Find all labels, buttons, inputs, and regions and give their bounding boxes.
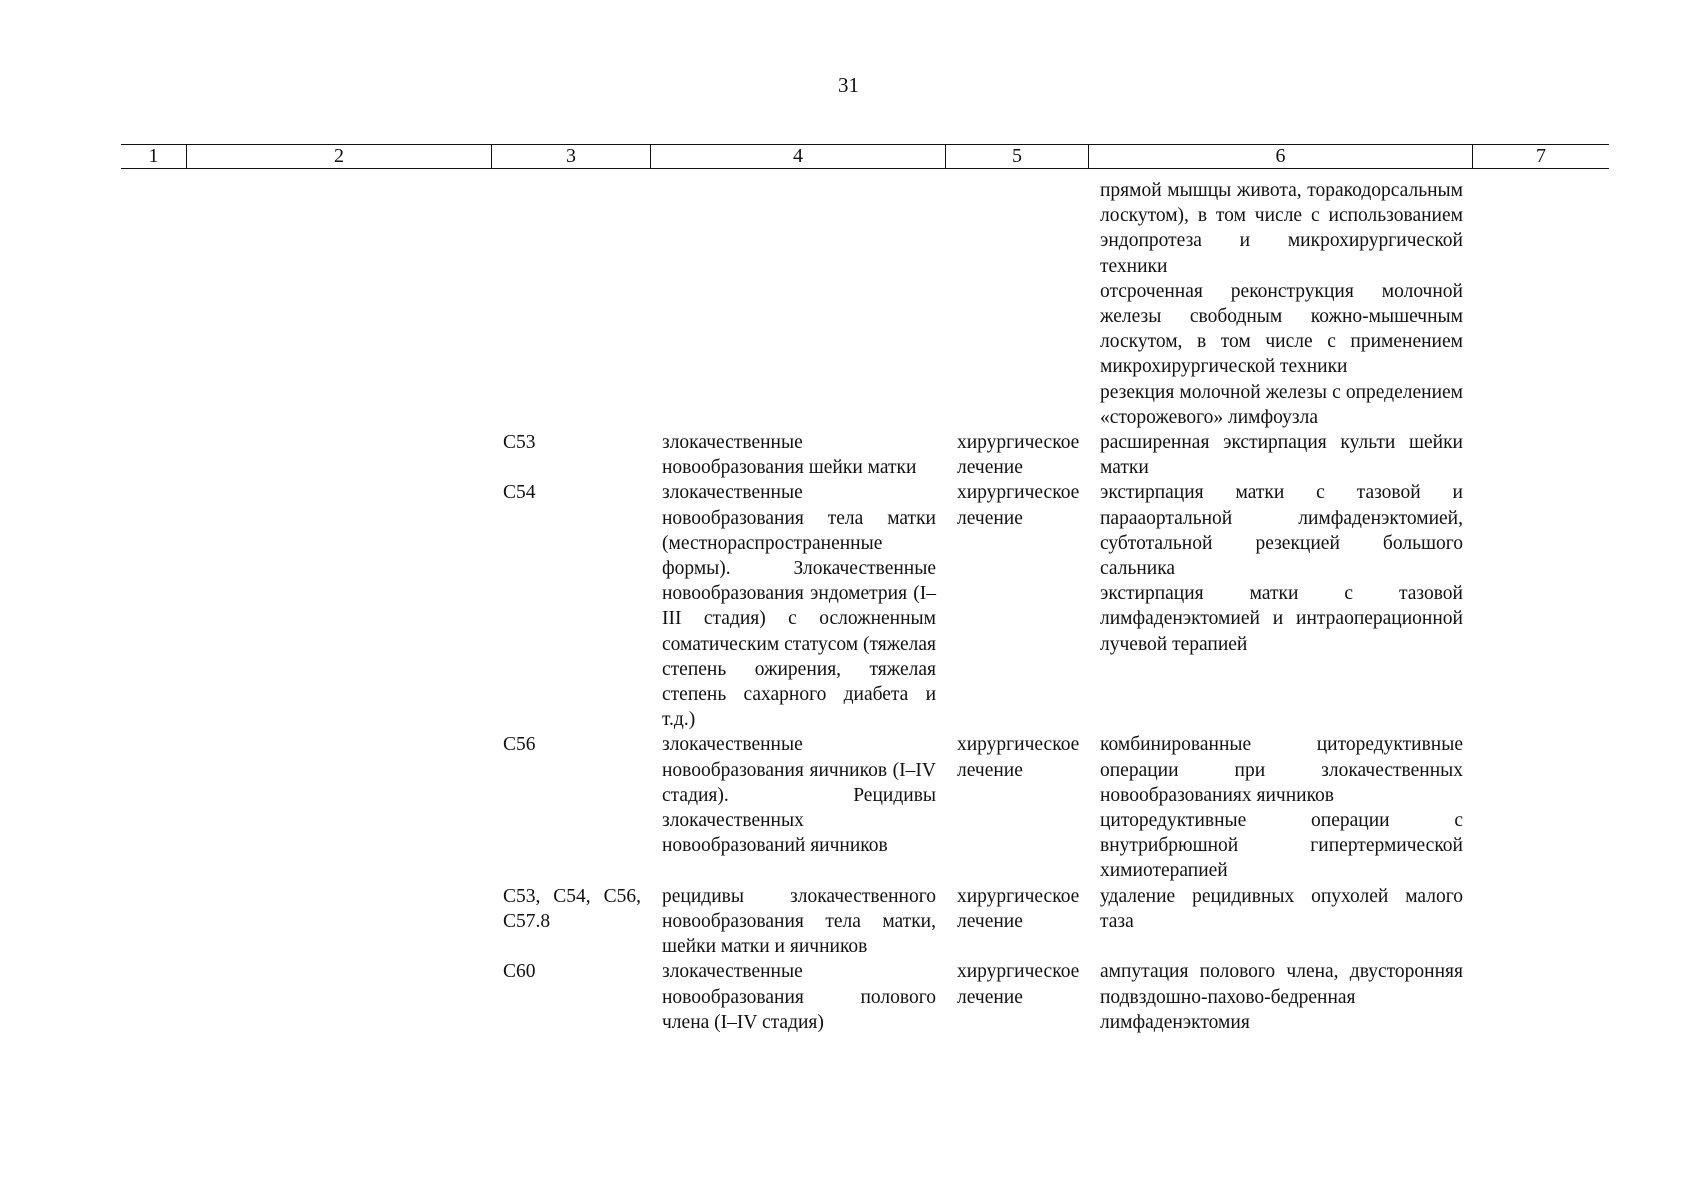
cell-treatment: хирургическое лечение <box>957 885 1080 932</box>
table-header-row <box>121 144 1609 169</box>
page-number: 31 <box>838 73 859 97</box>
cell-procedure-name <box>187 178 492 430</box>
method-item: экстирпация матки с тазовой и парааортальной лимфаденэктомией, субтотальной резекцией большого сальника <box>1100 482 1463 580</box>
table-row <box>121 178 1609 430</box>
table-row <box>121 732 1609 883</box>
cell-diagnosis: злокачественные новообразования шейки матки <box>662 432 917 479</box>
cell-icd-code: C53, C54, C56, C57.8 <box>503 885 641 932</box>
column-header-4: 4 <box>651 145 946 168</box>
cell-cost <box>1473 884 1609 960</box>
column-header-7: 7 <box>1536 145 1546 167</box>
method-item: ампутация полового члена, двусторонняя подвздошно-пахово-бедренная лимфаденэктомия <box>1100 961 1463 1033</box>
cell-diagnosis: рецидивы злокачественного новообразования тела матки, шейки матки и яичников <box>662 885 936 958</box>
cell-diagnosis <box>651 178 946 430</box>
cell-cost <box>1473 959 1609 1035</box>
cell-icd-code: C56 <box>503 734 536 756</box>
method-item: расширенная экстирпация культи шейки матки <box>1100 432 1463 479</box>
cell-procedure-name <box>187 884 492 960</box>
cell-methods <box>1089 732 1473 883</box>
method-item: удаление рецидивных опухолей малого таза <box>1100 885 1463 932</box>
cell-number <box>121 430 187 480</box>
column-header-5: 5 <box>946 145 1089 168</box>
cell-number <box>121 884 187 960</box>
cell-diagnosis: злокачественные новообразования тела матки (местнораспространенные формы). Злокачественные новообразования эндометрия (I–III стадия) с осложненным соматическим статусом (тяжелая степень ожирения, тяжелая степень сахарного диабета и т.д.) <box>662 482 936 731</box>
column-header-2: 2 <box>187 145 492 168</box>
cell-methods <box>1089 959 1473 1035</box>
cell-diagnosis: злокачественные новообразования яичников (I–IV стадия). Рецидивы злокачественных новообразований яичников <box>662 734 936 857</box>
cell-number <box>121 178 187 430</box>
cell-icd-code: C53 <box>503 432 536 454</box>
cell-treatment: хирургическое лечение <box>957 961 1080 1008</box>
cell-icd-code <box>492 178 651 430</box>
cell-number <box>121 732 187 883</box>
cell-procedure-name <box>187 959 492 1035</box>
cell-methods <box>1089 430 1473 480</box>
cell-methods <box>1089 884 1473 960</box>
cell-cost <box>1473 480 1609 732</box>
table-row <box>121 430 1609 480</box>
cell-diagnosis: злокачественные новообразования полового члена (I–IV стадия) <box>662 961 936 1033</box>
cell-cost <box>1473 430 1609 480</box>
column-header-6: 6 <box>1089 145 1473 168</box>
method-item: отсроченная реконструкция молочной железы свободным кожно-мышечным лоскутом, в том числе с применением микрохирургической техники <box>1100 280 1463 378</box>
method-item: комбинированные циторедуктивные операции при злокачественных новообразованиях яичников <box>1100 734 1463 806</box>
cell-procedure-name <box>187 732 492 883</box>
cell-cost <box>1473 178 1609 430</box>
table-body <box>121 178 1609 1035</box>
cell-procedure-name <box>187 430 492 480</box>
cell-icd-code: C60 <box>503 961 536 983</box>
table-row <box>121 480 1609 732</box>
cell-procedure-name <box>187 480 492 732</box>
cell-treatment: хирургическое лечение <box>957 482 1080 529</box>
table-row <box>121 959 1609 1035</box>
method-item: циторедуктивные операции с внутрибрюшной гипертермической химиотерапией <box>1100 810 1463 882</box>
method-item: прямой мышцы живота, торакодорсальным лоскутом), в том числе с использованием эндопротеза и микрохирургической техники <box>1100 180 1463 277</box>
method-item: экстирпация матки с тазовой лимфаденэктомией и интраоперационной лучевой терапией <box>1100 583 1463 655</box>
column-header-3: 3 <box>492 145 651 168</box>
cell-cost <box>1473 732 1609 883</box>
cell-methods <box>1089 480 1473 732</box>
column-header-1: 1 <box>121 145 187 168</box>
cell-treatment: хирургическое лечение <box>957 734 1080 781</box>
cell-icd-code: C54 <box>503 482 536 504</box>
cell-number <box>121 480 187 732</box>
cell-treatment <box>946 178 1089 430</box>
cell-number <box>121 959 187 1035</box>
table-row <box>121 884 1609 960</box>
cell-methods <box>1089 178 1473 430</box>
cell-treatment: хирургическое лечение <box>957 432 1080 479</box>
method-item: резекция молочной железы с определением «сторожевого» лимфоузла <box>1100 381 1463 428</box>
